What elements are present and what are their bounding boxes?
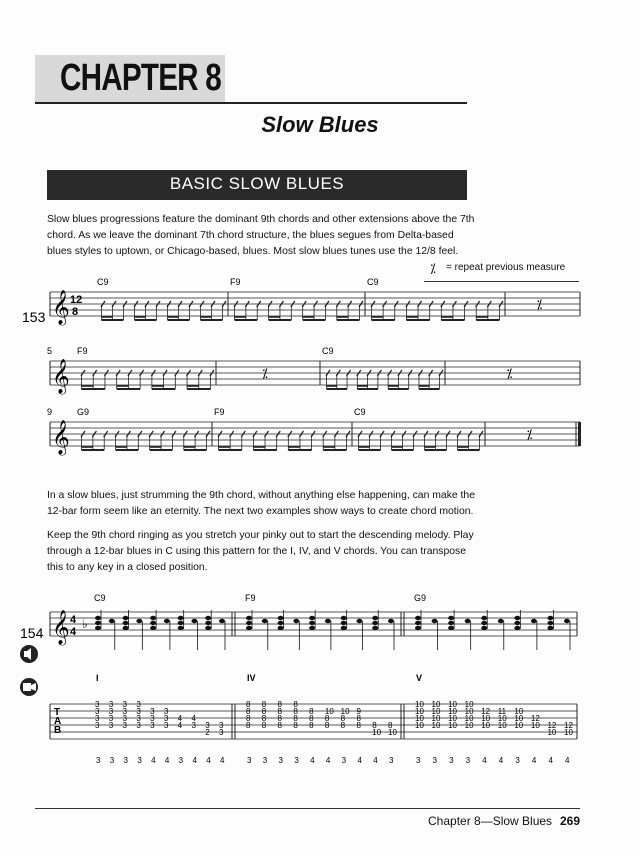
notehead [246,626,252,630]
roman-numeral: IV [247,673,256,683]
tab-fret-number: 8 [309,707,314,716]
fingering-number: 3 [416,756,421,765]
tab-fret-number: 10 [448,721,458,730]
tab-fret-number: 10 [448,707,458,716]
tab-fret-number: 8 [293,707,298,716]
notehead [498,619,504,623]
tab-fret-number: 3 [150,707,155,716]
fingering-number: 4 [357,756,362,765]
repeat-measure-icon: ⁒ [526,427,533,442]
notehead [372,616,378,620]
roman-numeral: I [96,673,99,683]
footer-rule [35,808,580,809]
staff-system [50,277,580,326]
repeat-measure-icon: ⁒ [506,366,513,381]
example-154-notation [0,590,640,795]
chord-symbol: C9 [322,346,334,356]
notehead [278,616,284,620]
notehead [481,626,487,630]
page-number: 269 [560,814,581,828]
example-154-number: 154 [20,625,44,641]
notehead [514,616,520,620]
fingering-number: 3 [465,756,471,765]
fingering-number: 4 [164,756,170,765]
notehead [341,621,347,625]
chapter-title: CHAPTER 8 [60,57,221,99]
tab-clef-letter: B [54,725,62,736]
tab-fret-number: 3 [219,721,224,730]
tab-fret-number: 8 [340,714,346,723]
notehead [246,621,252,625]
tab-fret-number: 3 [150,721,155,730]
notehead [109,619,115,623]
tab-fret-number: 8 [388,721,393,730]
paragraph-pinky: Keep the 9th chord ringing as you stretch your pinky out to start the descending melody. Play through a 12-bar blues in C using this pattern for the I, IV, and V chords. You can transpose this to any key in a closed position. [47,530,474,573]
example-153-number: 153 [22,309,46,325]
fingering-number: 3 [278,756,284,765]
tab-fret-number: 8 [246,714,251,723]
tab-fret-number: 8 [324,721,330,730]
notehead [150,616,156,620]
tab-fret-number: 12 [564,721,573,730]
video-icon[interactable] [20,678,38,696]
tab-fret-number: 10 [448,714,458,723]
notehead [246,616,252,620]
fingering-number: 4 [565,756,570,765]
notehead [191,619,197,623]
tab-fret-number: 10 [431,714,441,723]
chord-symbol: F9 [214,407,225,417]
tab-fret-number: 10 [448,700,458,709]
tab-fret-number: 3 [163,721,169,730]
notehead [341,626,347,630]
tab-clef-letter: A [54,716,62,727]
notehead [262,619,268,623]
tab-fret-number: 9 [356,707,361,716]
tab-fret-number: 12 [547,721,557,730]
tab-fret-number: 3 [136,721,141,730]
notehead [547,626,553,630]
fingering-number: 4 [220,756,225,765]
time-signature-bottom: 4 [70,626,77,638]
tab-fret-number: 3 [163,714,169,723]
fingering-number: 3 [137,756,142,765]
notehead [95,621,101,625]
notehead [547,616,553,620]
chord-symbol: C9 [94,593,106,603]
notehead [278,621,284,625]
notehead [547,621,553,625]
tab-fret-number: 10 [514,707,524,716]
repeat-measure-icon: ⁒ [430,261,436,276]
notehead [309,616,315,620]
tab-fret-number: 3 [150,714,155,723]
fingering-number: 4 [498,756,504,765]
section-title: Slow Blues [261,112,379,137]
tab-fret-number: 8 [277,700,283,709]
tab-fret-number: 8 [293,700,298,709]
tab-fret-number: 3 [108,707,114,716]
tab-fret-number: 8 [293,721,298,730]
tab-fret-number: 8 [293,714,298,723]
tab-fret-number: 8 [246,707,251,716]
notehead [415,626,421,630]
tab-fret-number: 12 [530,714,540,723]
tab-fret-number: 8 [246,700,251,709]
paragraph-strumming: In a slow blues, just strumming the 9th chord, without anything else happening, can make the 12-bar form seem like an eternity. The next two examples show ways to create chord motion. [47,490,475,517]
notehead [415,621,421,625]
tab-fret-number: 8 [261,721,267,730]
notehead [205,616,211,620]
notehead [205,626,211,630]
notehead [341,616,347,620]
fingering-number: 4 [531,756,537,765]
tab-fret-number: 11 [497,707,507,716]
chord-symbol: G9 [414,593,427,603]
notehead [164,619,170,623]
tab-fret-number: 10 [547,728,557,737]
notehead [356,619,362,623]
tab-fret-number: 3 [122,714,128,723]
notehead [95,626,101,630]
notehead [415,616,421,620]
fingering-number: 3 [262,756,268,765]
notehead [136,619,142,623]
treble-clef: 𝄞 [52,611,70,644]
chord-symbol: C9 [354,407,366,417]
time-signature-top: 4 [70,614,77,626]
chord-symbol: C9 [97,277,109,287]
notehead [309,626,315,630]
notehead [448,626,454,630]
tab-fret-number: 10 [388,728,397,737]
fingering-number: 4 [206,756,211,765]
tab-fret-number: 3 [95,707,100,716]
tab-fret-number: 10 [431,707,441,716]
tab-fret-number: 10 [564,728,573,737]
tab-fret-number: 10 [372,728,382,737]
tab-fret-number: 10 [464,714,474,723]
fingering-number: 4 [325,756,331,765]
notehead [465,619,471,623]
notehead [278,626,284,630]
tab-fret-number: 10 [464,700,474,709]
tab-fret-number: 3 [108,700,114,709]
notehead [448,621,454,625]
tab-fret-number: 3 [95,714,100,723]
fingering-number: 3 [247,756,252,765]
notehead [325,619,331,623]
tab-fret-number: 8 [261,700,267,709]
tab-fret-number: 10 [481,721,491,730]
notehead [309,621,315,625]
tab-fret-number: 3 [122,700,128,709]
tab-fret-number: 3 [108,721,114,730]
fingering-number: 3 [96,756,101,765]
fingering-number: 3 [178,756,184,765]
tab-fret-number: 10 [431,721,441,730]
chapter-rule [35,102,467,104]
tab-fret-number: 10 [340,707,350,716]
tab-fret-number: 8 [277,721,283,730]
notehead [531,619,537,623]
notehead [293,619,299,623]
tab-fret-number: 3 [95,700,100,709]
fingering-number: 4 [310,756,315,765]
tab-fret-number: 8 [309,721,314,730]
tab-fret-number: 8 [277,714,283,723]
tab-fret-number: 12 [481,707,491,716]
chord-symbol: G9 [77,407,90,417]
tab-fret-number: 10 [481,714,491,723]
section-banner-text: BASIC SLOW BLUES [169,174,345,193]
flat-key-signature: ♭ [82,617,88,631]
tab-fret-number: 3 [122,721,128,730]
time-signature-top: 12 [70,294,83,306]
notehead [372,626,378,630]
chord-symbol: F9 [230,277,241,287]
notehead [150,626,156,630]
tab-fret-number: 2 [205,728,210,737]
notehead [123,616,129,620]
tab-fret-number: 10 [530,721,540,730]
notehead [178,621,184,625]
notehead [123,621,129,625]
tab-fret-number: 8 [372,721,377,730]
fingering-number: 3 [123,756,129,765]
fingering-number: 3 [515,756,520,765]
repeat-measure-icon: ⁒ [536,297,543,312]
treble-clef: 𝄞 [52,421,70,454]
tab-fret-number: 8 [340,721,346,730]
repeat-measure-icon: ⁒ [262,366,268,381]
fingering-number: 4 [373,756,378,765]
tab-fret-number: 8 [246,721,251,730]
notehead [372,621,378,625]
tab-fret-number: 10 [464,721,474,730]
tab-fret-number: 3 [136,714,141,723]
tab-fret-number: 3 [95,721,100,730]
tab-fret-number: 10 [514,721,524,730]
fingering-number: 3 [294,756,299,765]
staff-system [47,407,581,456]
fingering-number: 4 [151,756,156,765]
fingering-number: 4 [548,756,553,765]
tab-fret-number: 3 [219,728,224,737]
notehead [219,619,225,623]
tab-fret-number: 10 [415,714,424,723]
tab-fret-number: 10 [415,721,424,730]
notehead [95,616,101,620]
tab-fret-number: 8 [309,714,314,723]
notehead [481,621,487,625]
tab-fret-number: 10 [415,700,424,709]
tab-fret-number: 10 [497,714,507,723]
chord-symbol: F9 [245,593,256,603]
notehead [123,626,129,630]
notehead [514,626,520,630]
roman-numeral: V [416,673,423,683]
notehead [388,619,394,623]
tab-fret-number: 4 [177,714,183,723]
tab-fret-number: 10 [514,714,524,723]
chord-symbol: F9 [77,346,88,356]
tab-fret-number: 8 [261,714,267,723]
notehead [481,616,487,620]
tab-fret-number: 10 [464,707,474,716]
fingering-number: 3 [341,756,347,765]
audio-icon[interactable] [20,645,38,663]
notehead [178,626,184,630]
tab-fret-number: 8 [277,707,283,716]
measure-number: 9 [47,407,53,417]
tab-fret-number: 10 [415,707,424,716]
tab-fret-number: 8 [356,714,361,723]
notehead [514,621,520,625]
notehead [448,616,454,620]
fingering-number: 3 [109,756,115,765]
tab-fret-number: 3 [108,714,114,723]
staff-system [47,346,580,395]
fingering-number: 3 [432,756,438,765]
notehead [432,619,438,623]
fingering-number: 4 [192,756,197,765]
example-153-notation [0,275,640,465]
tab-clef-letter: T [54,707,61,718]
tab-fret-number: 3 [136,707,141,716]
tab-fret-number: 10 [497,721,507,730]
tab-fret-number: 3 [163,707,169,716]
notehead [178,616,184,620]
treble-clef: 𝄞 [52,291,70,324]
treble-clef: 𝄞 [52,360,70,393]
time-signature-bottom: 8 [72,306,79,318]
fingering-number: 4 [482,756,487,765]
tab-fret-number: 4 [177,721,183,730]
tab-fret-number: 10 [324,707,334,716]
intro-paragraph: Slow blues progressions feature the dominant 9th chords and other extensions above the 7th chord. As we leave the dominant 7th chord structure, the blues segues from Delta-based blues styles to uptown, or Chicago-based, blues. Most slow blues tunes use the 12/8 feel. [47,214,475,257]
tab-fret-number: 3 [122,707,128,716]
notehead [205,621,211,625]
tab-fret-number: 10 [431,700,441,709]
repeat-legend-text: = repeat previous measure [446,262,566,273]
footer-chapter-label: Chapter 8—Slow Blues [428,814,553,828]
fingering-number: 3 [389,756,394,765]
tab-fret-number: 3 [205,721,210,730]
tab-fret-number: 8 [324,714,330,723]
chord-symbol: C9 [367,277,379,287]
tab-fret-number: 4 [191,714,196,723]
tab-fret-number: 8 [356,721,361,730]
tab-fret-number: 3 [136,700,141,709]
measure-number: 5 [47,346,53,356]
notehead [564,619,570,623]
tab-fret-number: 8 [261,707,267,716]
fingering-number: 3 [449,756,454,765]
notehead [150,621,156,625]
tab-fret-number: 3 [191,721,196,730]
